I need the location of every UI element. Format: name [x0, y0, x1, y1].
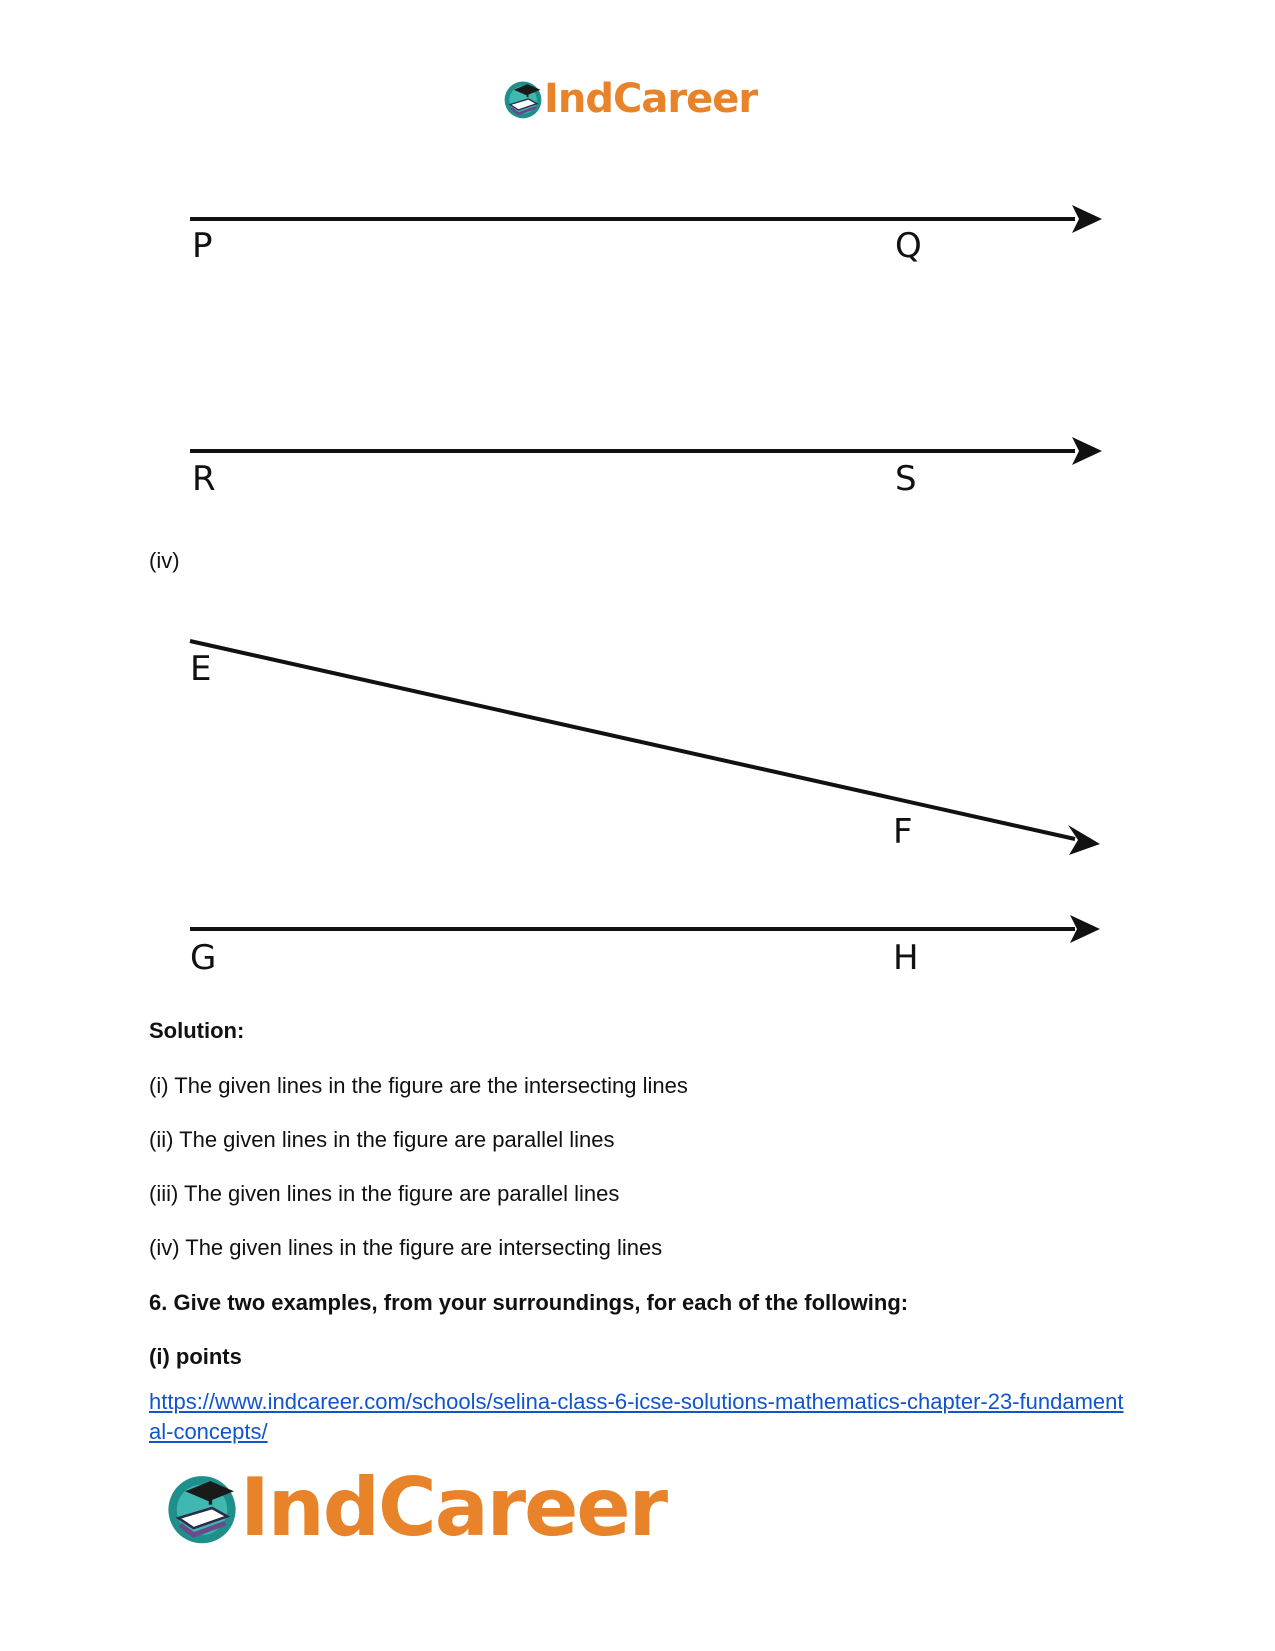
label-p: P: [192, 226, 213, 266]
label-h: H: [893, 938, 919, 978]
question-6: 6. Give two examples, from your surroundings, for each of the following:: [149, 1290, 909, 1315]
solution-line-iii: (iii) The given lines in the figure are parallel lines: [149, 1181, 620, 1206]
indcareer-logo-bottom: [160, 1461, 667, 1554]
label-r: R: [192, 459, 216, 499]
label-s: S: [895, 459, 917, 499]
globe-book-icon: [160, 1466, 244, 1550]
label-f: F: [893, 812, 913, 852]
part-label-iv: (iv): [149, 548, 180, 573]
logo-wordmark: IndCareer: [240, 1461, 667, 1554]
label-e: E: [190, 649, 212, 689]
line-ef: [190, 641, 1075, 839]
solution-line-ii: (ii) The given lines in the figure are parallel lines: [149, 1127, 615, 1152]
solution-line-iv: (iv) The given lines in the figure are intersecting lines: [149, 1235, 663, 1260]
solution-line-i: (i) The given lines in the figure are the intersecting lines: [149, 1073, 688, 1098]
solution-heading: Solution:: [149, 1018, 245, 1043]
arrowhead-rs: [1072, 437, 1102, 465]
source-link[interactable]: https://www.indcareer.com/schools/selina-class-6-icse-solutions-mathematics-chapter-23-fundamental-concepts/: [149, 1389, 1124, 1444]
question-6-sub-i: (i) points: [149, 1344, 242, 1369]
label-q: Q: [895, 226, 922, 266]
label-g: G: [190, 938, 217, 978]
arrowhead-pq: [1072, 205, 1102, 233]
logo-wordmark: IndCareer: [544, 76, 758, 122]
